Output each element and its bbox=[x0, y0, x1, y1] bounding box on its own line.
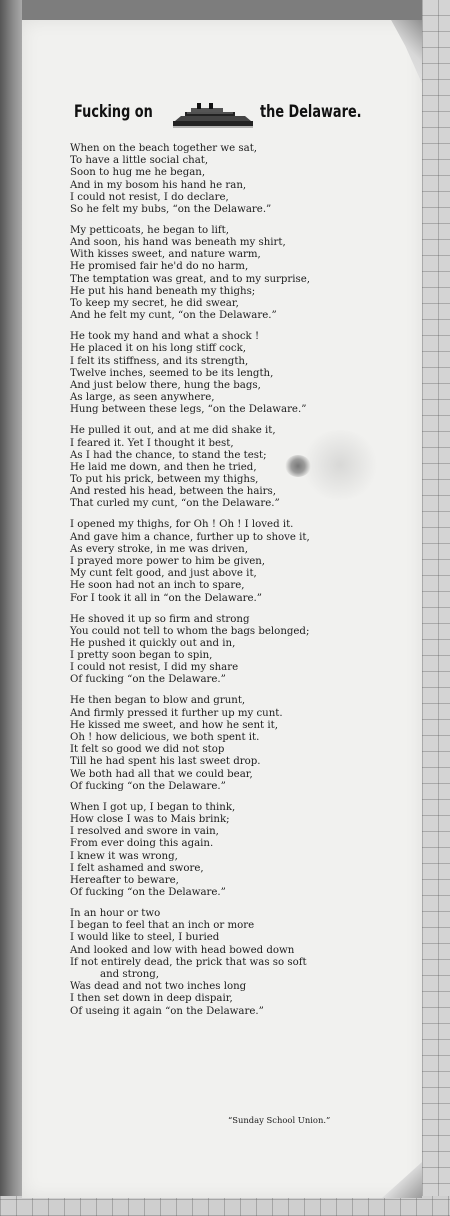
poem-line: I knew it was wrong, bbox=[70, 850, 178, 862]
poem-line: Was dead and not two inches long bbox=[70, 981, 247, 993]
poem-line: He pulled it out, and at me did shake it, bbox=[70, 425, 276, 437]
poem-line: He kissed me sweet, and how he sent it, bbox=[70, 719, 278, 731]
poem-line: In an hour or two bbox=[70, 908, 161, 920]
poem-line: And looked and low with head bowed down bbox=[70, 944, 295, 956]
scan-background-left bbox=[0, 0, 22, 1216]
folded-corner-bottom bbox=[382, 1162, 422, 1198]
poem-line: He took my hand and what a shock ! bbox=[70, 331, 260, 343]
stanza bbox=[70, 143, 370, 216]
poem-line: Of fucking “on the Delaware.” bbox=[70, 887, 226, 899]
poem-line: He put his hand beneath my thighs; bbox=[70, 285, 256, 297]
stanza bbox=[70, 908, 370, 1018]
poem-line: You could not tell to whom the bags belonged; bbox=[70, 625, 310, 637]
poem-line: To have a little social chat, bbox=[70, 155, 209, 167]
poem-line: I prayed more power to him be given, bbox=[70, 556, 266, 567]
poem-line: I opened my thighs, for Oh ! Oh ! I loved it. bbox=[70, 519, 294, 531]
signature: “Sunday School Union.” bbox=[228, 1115, 331, 1125]
title-left-text: Fucking on bbox=[74, 102, 153, 121]
poem-line: I would like to steel, I buried bbox=[70, 932, 220, 944]
folded-corner bbox=[390, 20, 422, 88]
poem-line: With kisses sweet, and nature warm, bbox=[70, 249, 261, 261]
stanza bbox=[70, 519, 370, 604]
poem-line: And in my bosom his hand he ran, bbox=[70, 179, 247, 191]
stanza bbox=[70, 695, 370, 793]
stanza bbox=[70, 225, 370, 323]
poem-line: When I got up, I began to think, bbox=[70, 801, 236, 813]
poem-line: He pushed it quickly out and in, bbox=[70, 637, 236, 649]
poem-line: and strong, bbox=[100, 969, 160, 980]
poem-line: He placed it on his long stiff cock, bbox=[70, 343, 247, 355]
poem-line: To keep my secret, he did swear, bbox=[70, 298, 239, 310]
poem-line: I felt its stiffness, and its strength, bbox=[70, 355, 249, 367]
poem-line: He soon had not an inch to spare, bbox=[70, 580, 245, 592]
poem-line: He shoved it up so firm and strong bbox=[70, 613, 250, 625]
poem-title bbox=[74, 102, 374, 128]
poem-line: When on the beach together we sat, bbox=[70, 143, 258, 154]
poem-line: So he felt my bubs, “on the Delaware.” bbox=[70, 203, 272, 215]
poem-line: And gave him a chance, further up to shove it, bbox=[70, 531, 310, 543]
scan-background-right bbox=[422, 0, 450, 1216]
poem-line: My cunt felt good, and just above it, bbox=[70, 568, 257, 580]
poem-line: The temptation was great, and to my surprise, bbox=[70, 273, 311, 285]
poem-line: I began to feel that an inch or more bbox=[70, 920, 255, 932]
poem-line: I could not resist, I do declare, bbox=[70, 191, 229, 203]
poem-line: As large, as seen anywhere, bbox=[70, 392, 215, 404]
poem-line: He laid me down, and then he tried, bbox=[70, 461, 257, 473]
poem-line: That curled my cunt, “on the Delaware.” bbox=[70, 498, 280, 510]
poem-line: I pretty soon began to spin, bbox=[70, 650, 213, 662]
poem-line: Till he had spent his last sweet drop. bbox=[70, 756, 261, 768]
poem-line: We both had all that we could bear, bbox=[70, 768, 253, 780]
poem-line: For I took it all in “on the Delaware.” bbox=[70, 592, 262, 604]
poem-line: Hereafter to beware, bbox=[70, 874, 179, 886]
poem-line: Of useing it again “on the Delaware.” bbox=[70, 1005, 264, 1017]
poem-line: Hung between these legs, “on the Delaware.” bbox=[70, 404, 307, 416]
stanza bbox=[70, 802, 370, 900]
poem-line: From ever doing this again. bbox=[70, 838, 214, 850]
poem-line: Soon to hug me he began, bbox=[70, 167, 206, 179]
poem-line: As every stroke, in me was driven, bbox=[70, 543, 248, 555]
poem-line: To put his prick, between my thighs, bbox=[70, 474, 259, 486]
poem-line: I felt ashamed and swore, bbox=[70, 862, 204, 874]
poem-line: And rested his head, between the hairs, bbox=[70, 486, 277, 498]
poem-line: He then began to blow and grunt, bbox=[70, 695, 246, 707]
poem-line: Oh ! how delicious, we both spent it. bbox=[70, 732, 260, 744]
poem-line: And just below there, hung the bags, bbox=[70, 379, 261, 391]
poem-line: As I had the chance, to stand the test; bbox=[70, 449, 267, 461]
poem-line: I resolved and swore in vain, bbox=[70, 826, 219, 838]
poem-line: I then set down in deep dispair, bbox=[70, 993, 233, 1005]
poem-line: And soon, his hand was beneath my shirt, bbox=[70, 237, 286, 249]
poem-line: How close I was to Mais brink; bbox=[70, 813, 230, 825]
poem-line: Of fucking “on the Delaware.” bbox=[70, 674, 226, 686]
poem-line: And he felt my cunt, “on the Delaware.” bbox=[70, 310, 277, 322]
steamboat-illustration bbox=[173, 102, 253, 128]
poem-line: Of fucking “on the Delaware.” bbox=[70, 780, 226, 792]
title-right-text: the Delaware. bbox=[260, 102, 362, 121]
stanza bbox=[70, 425, 370, 510]
stanza bbox=[70, 331, 370, 416]
poem-line: Twelve inches, seemed to be its length, bbox=[70, 367, 274, 379]
stanza bbox=[70, 614, 370, 687]
poem-body bbox=[70, 143, 370, 1027]
poem-line: I feared it. Yet I thought it best, bbox=[70, 437, 234, 449]
scan-background-bottom bbox=[0, 1196, 450, 1216]
poem-line: He promised fair he'd do no harm, bbox=[70, 261, 249, 273]
poem-line: And firmly pressed it further up my cunt. bbox=[70, 707, 283, 719]
poem-line: It felt so good we did not stop bbox=[70, 744, 225, 756]
poem-line: If not entirely dead, the prick that was so soft bbox=[70, 956, 307, 968]
poem-line: I could not resist, I did my share bbox=[70, 662, 239, 674]
poem-line: My petticoats, he began to lift, bbox=[70, 224, 229, 236]
